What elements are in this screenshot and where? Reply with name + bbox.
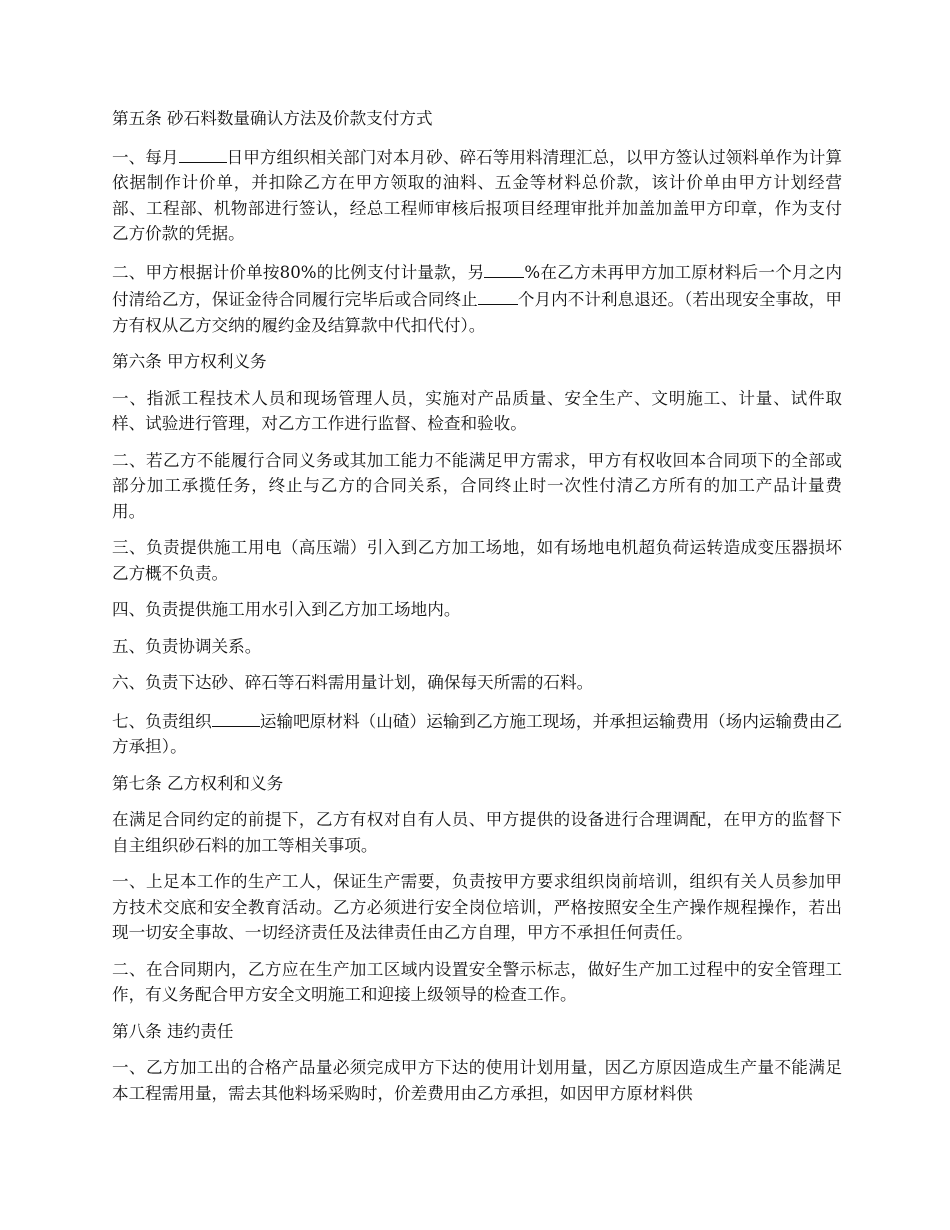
section-6-paragraph-5: 五、负责协调关系。 [112, 636, 262, 656]
section-8-title: 第八条 违约责任 [112, 1021, 234, 1041]
fill-blank-organizer [212, 707, 260, 727]
section-6-paragraph-7 [112, 707, 842, 760]
section-7-title: 第七条 乙方权利和义务 [112, 773, 284, 793]
section-7-paragraph-1: 一、上足本工作的生产工人，保证生产需要，负责按甲方要求组织岗前培训，组织有关人员参加甲方技术交底和安全教育活动。乙方必须进行安全岗位培训，严格按照安全生产操作规程操作，若出现一切安全事故、一切经济责任及法律责任由乙方自理，甲方不承担任何责任。 [112, 872, 842, 942]
section-5-paragraph-2-start: 二、甲方根据计价单按80%的比例支付计量款，另 [112, 262, 485, 282]
document-page [112, 106, 842, 1117]
section-8-paragraph-1: 一、乙方加工出的合格产品量必须完成甲方下达的使用计划用量，因乙方原因造成生产量不能满足本工程需用量，需去其他料场采购时，价差费用由乙方承担，如因甲方原材料供 [112, 1058, 842, 1103]
section-5-paragraph-1-start: 一、每月 [112, 147, 179, 167]
section-6-paragraph-7-rest: 运输吧原材料（山碴）运输到乙方施工现场，并承担运输费用（场内运输费由乙方承担）。 [112, 711, 843, 756]
section-7-intro: 在满足合同约定的前提下，乙方有权对自有人员、甲方提供的设备进行合理调配，在甲方的监督下自主组织砂石料的加工等相关事项。 [112, 810, 842, 855]
fill-blank-day [179, 143, 227, 163]
section-6-paragraph-4: 四、负责提供施工用水引入到乙方加工场地内。 [112, 600, 461, 619]
section-5-paragraph-2-middle: %在乙方未再甲方加工原材料后一个月之内付清给乙方，保证金待合同履行完毕后或合同终止 [112, 262, 842, 309]
section-5-title: 第五条 砂石料数量确认方法及价款支付方式 [112, 109, 433, 128]
section-5-paragraph-2-rest: 个月内不计利息退还。（若出现安全事故，甲方有权从乙方交纳的履约金及结算款中代扣代付）。 [112, 290, 843, 335]
fill-blank-months [478, 285, 518, 305]
section-5-paragraph-1-rest: 日甲方组织相关部门对本月砂、碎石等用料清理汇总，以甲方签认过领料单作为计算依据制作计价单，并扣除乙方在甲方领取的油料、五金等材料总价款，该计价单由甲方计划经营部、工程部、机物部进行签认，经总工程师审核后报项目经理审批并加盖加盖甲方印章，作为支付乙方价款的凭据。 [112, 147, 843, 243]
section-6-paragraph-3: 三、负责提供施工用电（高压端）引入到乙方加工场地，如有场地电机超负荷运转造成变压器损坏乙方概不负责。 [112, 538, 842, 583]
section-6-paragraph-1: 一、指派工程技术人员和现场管理人员，实施对产品质量、安全生产、文明施工、计量、试件取样、试验进行管理，对乙方工作进行监督、检查和验收。 [112, 388, 842, 433]
section-6-paragraph-7-start: 七、负责组织 [112, 711, 212, 731]
section-5-paragraph-1 [112, 143, 842, 247]
section-6-paragraph-2: 二、若乙方不能履行合同义务或其加工能力不能满足甲方需求，甲方有权收回本合同项下的全部或部分加工承揽任务，终止与乙方的合同关系，合同终止时一次性付清乙方所有的加工产品计量费用。 [112, 450, 842, 521]
fill-blank-percent [484, 258, 524, 278]
section-7-paragraph-2: 二、在合同期内，乙方应在生产加工区域内设置安全警示标志，做好生产加工过程中的安全管理工作，有义务配合甲方安全文明施工和迎接上级领导的检查工作。 [112, 959, 842, 1004]
section-5-paragraph-2 [112, 258, 842, 339]
section-6-paragraph-6: 六、负责下达砂、碎石等石料需用量计划，确保每天所需的石料。 [112, 673, 594, 692]
section-6-title: 第六条 甲方权利义务 [112, 352, 267, 371]
